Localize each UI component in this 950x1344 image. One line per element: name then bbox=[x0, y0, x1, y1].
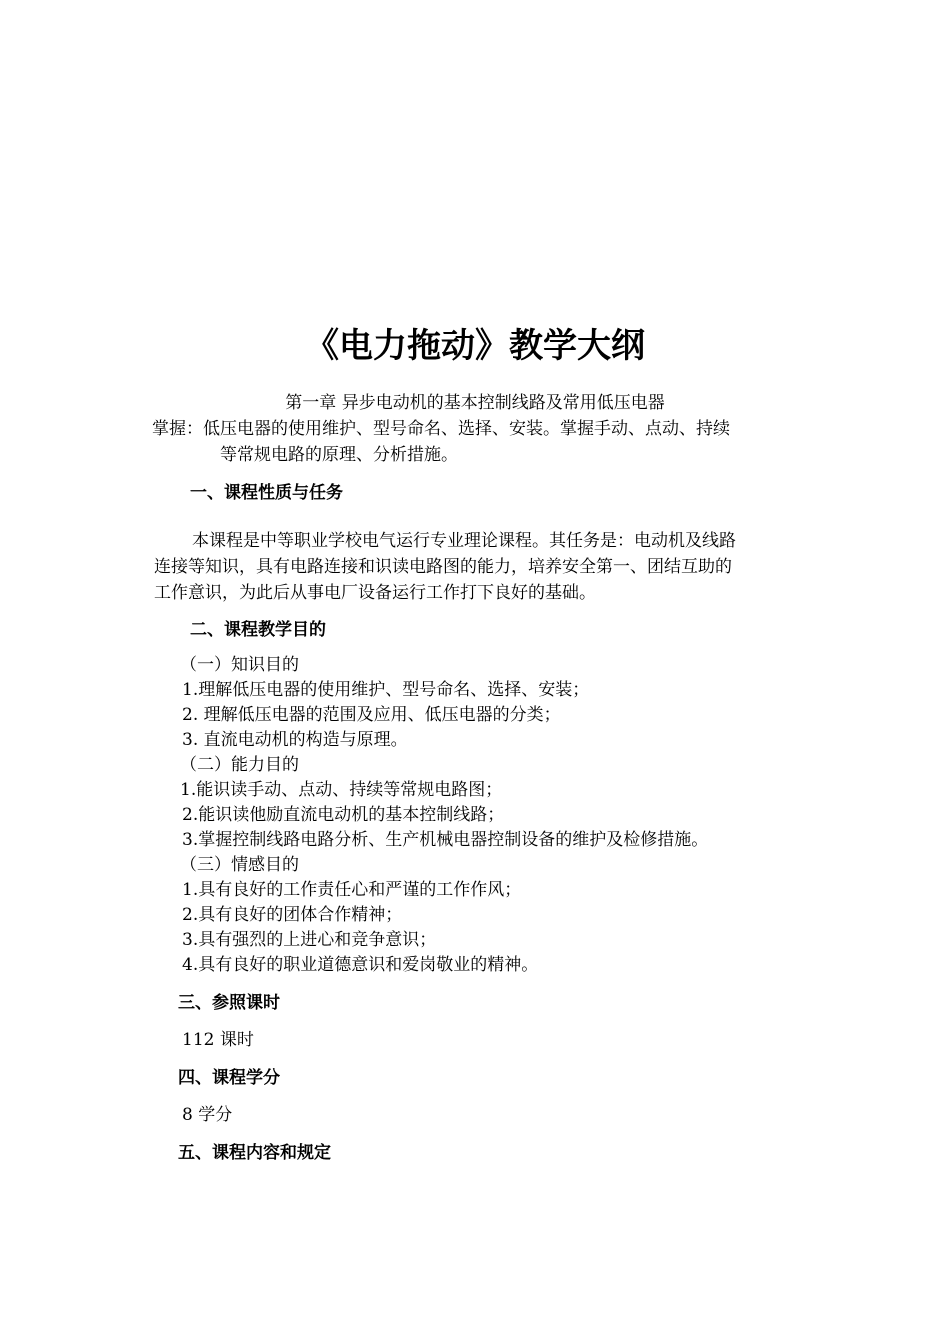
document-title: 《电力拖动》教学大纲 bbox=[305, 326, 645, 366]
list-item: 2. 理解低压电器的范围及应用、低压电器的分类； bbox=[182, 705, 561, 725]
course-hours-value: 112 课时 bbox=[182, 1030, 254, 1050]
list-item: 2.具有良好的团体合作精神； bbox=[182, 905, 403, 925]
section-heading-3: 三、参照课时 bbox=[178, 993, 280, 1013]
course-credits-value: 8 学分 bbox=[182, 1105, 233, 1125]
list-item: 2.能识读他励直流电动机的基本控制线路； bbox=[182, 805, 505, 825]
mastery-line-1: 掌握：低压电器的使用维护、型号命名、选择、安装。掌握手动、点动、持续 bbox=[152, 419, 730, 439]
section-heading-1: 一、课程性质与任务 bbox=[190, 483, 343, 503]
subheading-ability: （二）能力目的 bbox=[180, 755, 299, 775]
subheading-emotion: （三）情感目的 bbox=[180, 855, 299, 875]
section-1-para-line-2: 连接等知识，具有电路连接和识读电路图的能力，培养安全第一、团结互助的 bbox=[154, 557, 732, 577]
list-item: 4.具有良好的职业道德意识和爱岗敬业的精神。 bbox=[182, 955, 539, 975]
list-item: 3.具有强烈的上进心和竞争意识； bbox=[182, 930, 437, 950]
section-heading-5: 五、课程内容和规定 bbox=[178, 1143, 331, 1163]
section-1-para-line-3: 工作意识，为此后从事电厂设备运行工作打下良好的基础。 bbox=[154, 583, 596, 603]
list-item: 3.掌握控制线路电路分析、生产机械电器控制设备的维护及检修措施。 bbox=[182, 830, 709, 850]
section-1-para-line-1: 本课程是中等职业学校电气运行专业理论课程。其任务是：电动机及线路 bbox=[192, 531, 736, 551]
list-item: 1.能识读手动、点动、持续等常规电路图； bbox=[180, 780, 503, 800]
chapter-line: 第一章 异步电动机的基本控制线路及常用低压电器 bbox=[285, 393, 665, 413]
list-item: 1.理解低压电器的使用维护、型号命名、选择、安装； bbox=[182, 680, 590, 700]
section-heading-4: 四、课程学分 bbox=[178, 1068, 280, 1088]
list-item: 1.具有良好的工作责任心和严谨的工作作风； bbox=[182, 880, 522, 900]
section-heading-2: 二、课程教学目的 bbox=[190, 620, 326, 640]
mastery-line-2: 等常规电路的原理、分析措施。 bbox=[220, 445, 458, 465]
subheading-knowledge: （一）知识目的 bbox=[180, 655, 299, 675]
list-item: 3. 直流电动机的构造与原理。 bbox=[182, 730, 408, 750]
